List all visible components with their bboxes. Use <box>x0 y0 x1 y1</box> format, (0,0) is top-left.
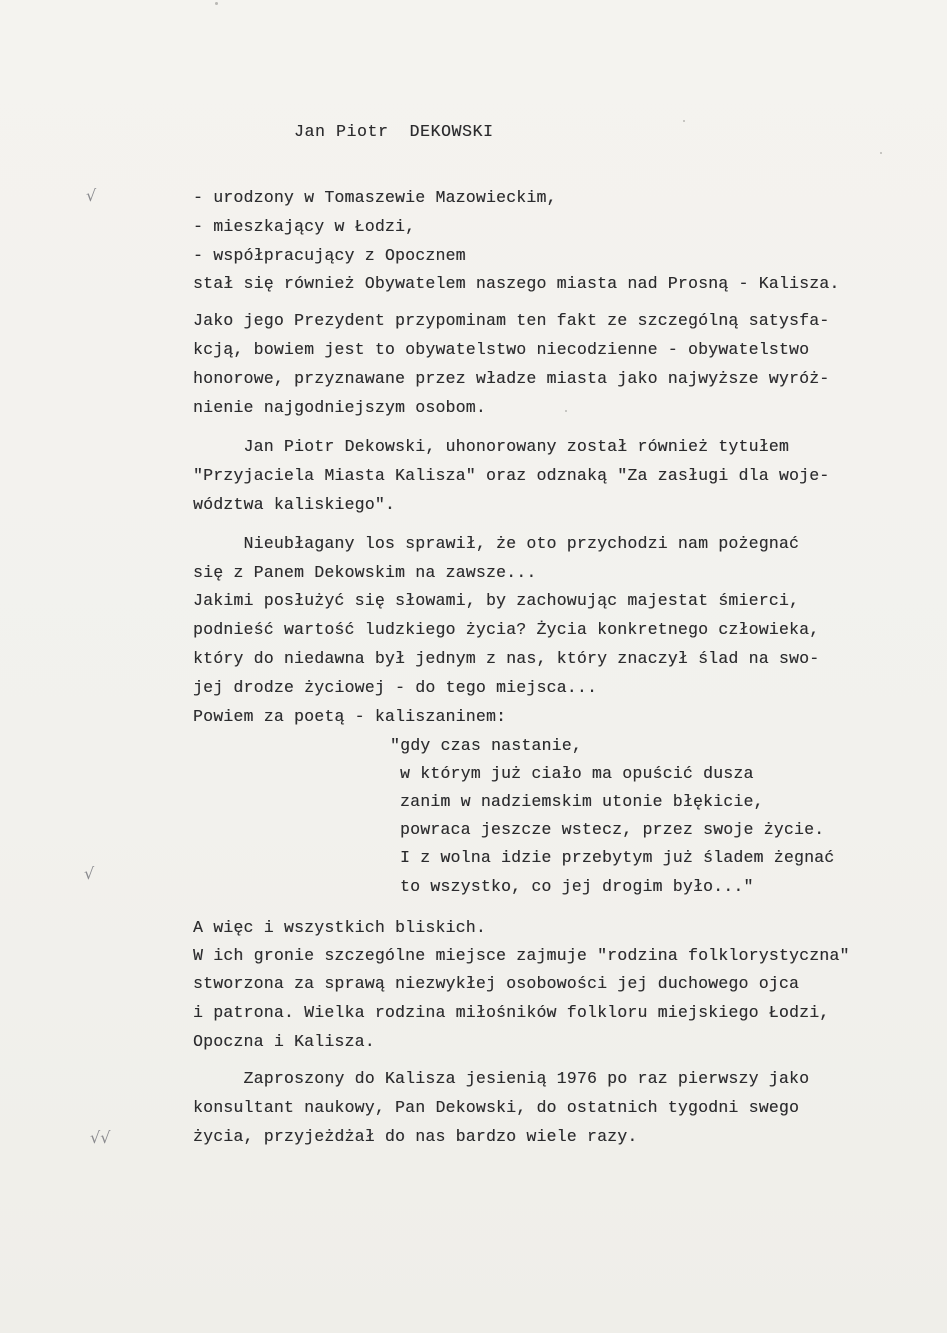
text-line: - urodzony w Tomaszewie Mazowieckim, <box>193 188 557 207</box>
poem-line: to wszystko, co jej drogim było..." <box>400 877 754 896</box>
pencil-checkmark-icon: √ <box>84 864 95 883</box>
text-line: Nieubłagany los sprawił, że oto przychodzi nam pożegnać <box>193 534 800 553</box>
text-line: stworzona za sprawą niezwykłej osobowości jej duchowego ojca <box>193 974 800 993</box>
paper-speck <box>880 152 882 154</box>
paper-speck <box>215 2 218 5</box>
text-line: W ich gronie szczególne miejsce zajmuje "rodzina folklorystyczna" <box>193 946 850 965</box>
text-line: Jakimi posłużyć się słowami, by zachowując majestat śmierci, <box>193 591 800 610</box>
poem-line: "gdy czas nastanie, <box>390 736 582 755</box>
text-line: Jan Piotr Dekowski, uhonorowany został również tytułem <box>193 437 789 456</box>
text-line: Zaproszony do Kalisza jesienią 1976 po raz pierwszy jako <box>193 1069 810 1088</box>
text-line: Jako jego Prezydent przypominam ten fakt ze szczególną satysfa- <box>193 311 830 330</box>
poem-line: zanim w nadziemskim utonie błękicie, <box>400 792 764 811</box>
poem-line: powraca jeszcze wstecz, przez swoje życie. <box>400 820 825 839</box>
text-line: nienie najgodniejszym osobom. <box>193 398 486 417</box>
text-line: konsultant naukowy, Pan Dekowski, do ostatnich tygodni swego <box>193 1098 800 1117</box>
text-line: który do niedawna był jednym z nas, który znaczył ślad na swo- <box>193 649 820 668</box>
text-line: stał się również Obywatelem naszego miasta nad Prosną - Kalisza. <box>193 274 840 293</box>
text-line: - współpracujący z Opocznem <box>193 246 466 265</box>
text-line: A więc i wszystkich bliskich. <box>193 918 486 937</box>
text-line: i patrona. Wielka rodzina miłośników folkloru miejskiego Łodzi, <box>193 1003 830 1022</box>
text-line: podnieść wartość ludzkiego życia? Życia konkretnego człowieka, <box>193 620 820 639</box>
paper-speck <box>565 410 567 412</box>
text-line: Opoczna i Kalisza. <box>193 1032 375 1051</box>
text-line: się z Panem Dekowskim na zawsze... <box>193 563 537 582</box>
page-title: Jan Piotr DEKOWSKI <box>294 122 494 141</box>
text-line: "Przyjaciela Miasta Kalisza" oraz odznaką "Za zasługi dla woje- <box>193 466 830 485</box>
text-line: jej drodze życiowej - do tego miejsca... <box>193 678 598 697</box>
text-line: honorowe, przyznawane przez władze miasta jako najwyższe wyróż- <box>193 369 830 388</box>
poem-line: I z wolna idzie przebytym już śladem żegnać <box>400 848 835 867</box>
text-line: życia, przyjeżdżał do nas bardzo wiele razy. <box>193 1127 638 1146</box>
text-line: kcją, bowiem jest to obywatelstwo niecodzienne - obywatelstwo <box>193 340 810 359</box>
text-line: - mieszkający w Łodzi, <box>193 217 416 236</box>
text-line: Powiem za poetą - kaliszaninem: <box>193 707 507 726</box>
paper-speck <box>683 120 685 122</box>
poem-line: w którym już ciało ma opuścić dusza <box>400 764 754 783</box>
text-line: wództwa kaliskiego". <box>193 495 396 514</box>
pencil-double-checkmark-icon: √√ <box>90 1128 111 1147</box>
pencil-checkmark-icon: √ <box>86 186 97 205</box>
